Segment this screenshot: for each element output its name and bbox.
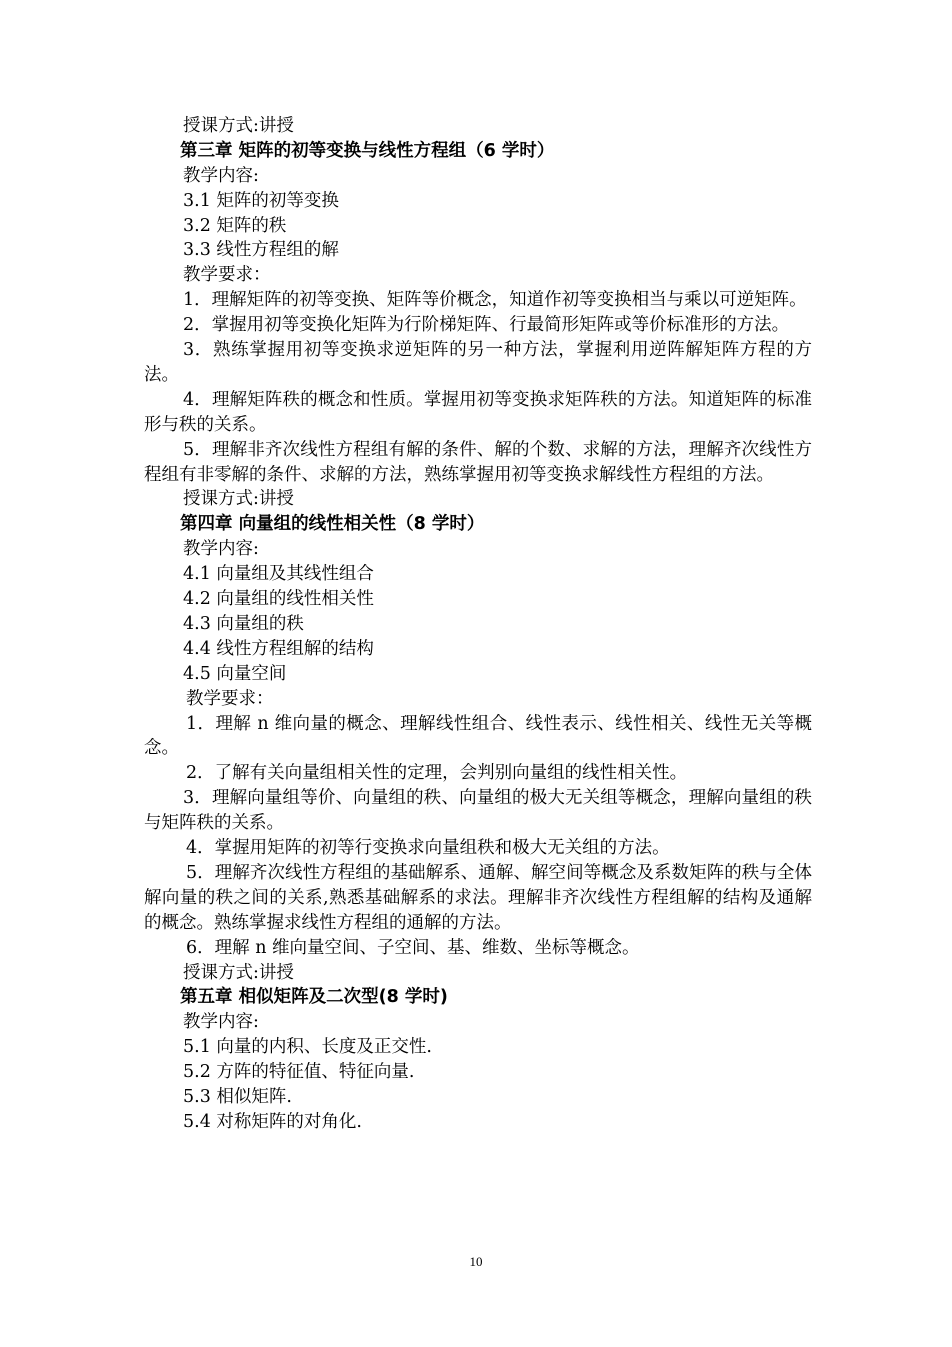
requirement-paragraph: 1．理解 n 维向量的概念、理解线性组合、线性表示、线性相关、线性无关等概念。 [144,713,812,759]
text-line: 4.4 线性方程组解的结构 [183,638,374,659]
page-number: 10 [469,1254,483,1269]
text-line: 教学要求： [186,688,274,709]
page-content [144,114,812,1135]
text-line: 5.2 方阵的特征值、特征向量. [183,1062,415,1083]
requirement-paragraph: 1．理解矩阵的初等变换、矩阵等价概念，知道作初等变换相当与乘以可逆矩阵。 [183,290,807,311]
text-line: 教学内容: [183,539,259,560]
chapter-heading: 第五章 相似矩阵及二次型(8 学时) [180,987,448,1008]
text-line: 6．理解 n 维向量空间、子空间、基、维数、坐标等概念。 [186,937,640,958]
text-line: 5.3 相似矩阵. [183,1086,292,1107]
requirement-paragraph: 2．掌握用初等变换化矩阵为行阶梯矩阵、行最简形矩阵或等价标准形的方法。 [183,315,790,336]
text-line: 4.3 向量组的秩 [183,613,304,634]
chapter-heading: 第三章 矩阵的初等变换与线性方程组（6 学时） [180,140,555,161]
text-line: 4．掌握用矩阵的初等行变换求向量组秩和极大无关组的方法。 [186,838,670,859]
text-line: 3.3 线性方程组的解 [183,240,339,261]
text-line: 授课方式:讲授 [183,489,294,510]
text-line: 2．了解有关向量组相关性的定理，会判别向量组的线性相关性。 [186,763,688,784]
requirement-paragraph: 5．理解齐次线性方程组的基础解系、通解、解空间等概念及系数矩阵的秩与全体解向量的秩之间的关系,熟悉基础解系的求法。理解非齐次线性方程组解的结构及通解的概念。熟练掌握求线性方程组的通解的方法。 [144,862,812,933]
text-line: 3.2 矩阵的秩 [183,215,287,236]
requirement-paragraph: 3．熟练掌握用初等变换求逆矩阵的另一种方法，掌握利用逆阵解矩阵方程的方法。 [144,340,812,385]
text-line: 授课方式:讲授 [183,116,294,136]
text-line: 教学内容: [183,165,259,186]
requirement-paragraph: 5．理解非齐次线性方程组有解的条件、解的个数、求解的方法，理解齐次线性方程组有非零解的条件、求解的方法，熟练掌握用初等变换求解线性方程组的方法。 [144,439,812,485]
text-line: 3.1 矩阵的初等变换 [183,190,339,211]
text-line: 4.2 向量组的线性相关性 [183,589,374,610]
text-line: 4.5 向量空间 [183,663,287,684]
text-line: 5.4 对称矩阵的对角化. [183,1111,362,1132]
text-line: 授课方式:讲授 [183,962,294,983]
text-line: 5.1 向量的内积、长度及正交性. [183,1037,432,1058]
text-line: 教学要求： [183,265,271,286]
requirement-paragraph: 3．理解向量组等价、向量组的秩、向量组的极大无关组等概念，理解向量组的秩与矩阵秩的关系。 [144,788,812,834]
text-line: 4.1 向量组及其线性组合 [183,564,374,585]
text-line: 教学内容: [183,1012,259,1033]
chapter-heading: 第四章 向量组的线性相关性（8 学时） [180,514,485,535]
requirement-paragraph: 4．理解矩阵秩的概念和性质。掌握用初等变换求矩阵秩的方法。知道矩阵的标准形与秩的关系。 [144,389,812,435]
